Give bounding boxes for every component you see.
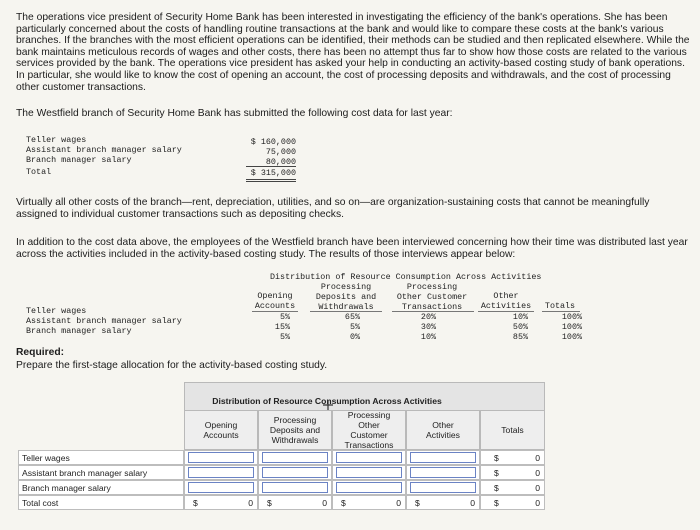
cost-data-lead: The Westfield branch of Security Home Bank has submitted the following cost data for last year: xyxy=(16,108,453,119)
dist-cell: 0% xyxy=(349,332,360,342)
interview-paragraph: In addition to the cost data above, the employees of the Westfield branch have been interviewed concerning how their time was distributed last year across the activities included in the activity-based costing study. The results of those interviews appear below: xyxy=(16,237,688,260)
answer-table-title: Distribution of Resource Consumption Across Activities xyxy=(212,396,442,406)
dist-cell: 100% xyxy=(561,312,582,322)
answer-row-label: Assistant branch manager salary xyxy=(18,465,184,480)
header-other: Processing Other Customer Transactions xyxy=(396,282,468,312)
header-activities: Other Activities xyxy=(480,291,532,311)
teller-other-input[interactable] xyxy=(336,452,402,463)
answer-row-label: Teller wages xyxy=(18,450,184,465)
cost-row-amount: $ 315,000 xyxy=(250,168,296,178)
dist-cell: 100% xyxy=(561,322,582,332)
cost-row-amount: 80,000 xyxy=(265,157,296,167)
teller-opening-input[interactable] xyxy=(188,452,254,463)
total-cost-other: $ 0 xyxy=(332,495,406,510)
cost-row-label: Assistant branch manager salary xyxy=(26,145,182,155)
answer-header-activities: Other Activities xyxy=(406,410,480,450)
header-deposits: Processing Deposits and Withdrawals xyxy=(315,282,377,312)
dist-cell: 100% xyxy=(561,332,582,342)
dist-cell: 5% xyxy=(349,322,360,332)
teller-activities-input[interactable] xyxy=(410,452,476,463)
total-mgr: $ 0 xyxy=(480,480,545,495)
asst-deposits-input[interactable] xyxy=(262,467,328,478)
dist-cell: 30% xyxy=(420,322,436,332)
answer-row-label: Branch manager salary xyxy=(18,480,184,495)
total-teller: $ 0 xyxy=(480,450,545,465)
dist-row-label: Teller wages xyxy=(26,306,87,316)
dist-cell: 15% xyxy=(274,322,290,332)
mgr-deposits-input[interactable] xyxy=(262,482,328,493)
answer-row-label: Total cost xyxy=(18,495,184,510)
dist-row-label: Branch manager salary xyxy=(26,326,132,336)
answer-header-other: Processing Other Customer Transactions xyxy=(332,410,406,450)
asst-activities-input[interactable] xyxy=(410,467,476,478)
dist-cell: 65% xyxy=(344,312,360,322)
answer-header-totals: Totals xyxy=(480,410,545,450)
total-cost-activities: $ 0 xyxy=(406,495,480,510)
required-text: Prepare the first-stage allocation for the activity-based costing study. xyxy=(16,360,328,371)
asst-other-input[interactable] xyxy=(336,467,402,478)
mgr-other-input[interactable] xyxy=(336,482,402,493)
dist-cell: 10% xyxy=(420,332,436,342)
asst-opening-input[interactable] xyxy=(188,467,254,478)
dist-cell: 85% xyxy=(512,332,528,342)
dist-cell: 50% xyxy=(512,322,528,332)
teller-deposits-input[interactable] xyxy=(262,452,328,463)
answer-header-opening: Opening Accounts xyxy=(184,410,258,450)
distribution-title: Distribution of Resource Consumption Across Activities xyxy=(270,272,542,282)
cost-row-label: Total xyxy=(26,167,52,177)
subtotal-rule xyxy=(246,166,296,167)
answer-header-deposits: Processing Deposits and Withdrawals xyxy=(258,410,332,450)
dist-cell: 10% xyxy=(512,312,528,322)
total-grand: $ 0 xyxy=(480,495,545,510)
dist-cell: 20% xyxy=(420,312,436,322)
cost-row-label: Teller wages xyxy=(26,135,87,145)
total-asst: $ 0 xyxy=(480,465,545,480)
cost-row-amount: $ 160,000 xyxy=(250,137,296,147)
header-opening: Opening Accounts xyxy=(254,291,296,311)
dist-row-label: Assistant branch manager salary xyxy=(26,316,182,326)
required-heading: Required: xyxy=(16,347,65,358)
org-sustaining-paragraph: Virtually all other costs of the branch—rent, depreciation, utilities, and so on—are organization-sustaining costs that cannot be meaningfully assigned to individual customer transactions such as depositing checks. xyxy=(16,197,650,220)
header-totals: Totals xyxy=(544,301,576,311)
mgr-opening-input[interactable] xyxy=(188,482,254,493)
dist-cell: 5% xyxy=(279,332,290,342)
total-cost-deposits: $ 0 xyxy=(258,495,332,510)
total-cost-opening: $ 0 xyxy=(184,495,258,510)
cost-row-label: Branch manager salary xyxy=(26,155,132,165)
total-double-rule xyxy=(246,179,296,182)
dist-cell: 5% xyxy=(279,312,290,322)
cost-row-amount: 75,000 xyxy=(265,147,296,157)
intro-paragraph: The operations vice president of Security Home Bank has been interested in investigating the efficiency of the bank's operations. She has been particularly concerned about the costs of handling routine transactions at the bank and would like to compare these costs at the bank's various branches. If the branches with the most efficient operations can be identified, their methods can be studied and then replicated elsewhere. While the bank maintains meticulous records of wages and other costs, there has been no attempt thus far to show how those costs are related to the various services provided by the bank. The operations vice president has asked your help in conducting an activity-based costing study of bank operations. In particular, she would like to know the cost of opening an account, the cost of processing deposits and withdrawals, and the cost of processing other customer transactions. xyxy=(16,12,690,93)
mgr-activities-input[interactable] xyxy=(410,482,476,493)
answer-table xyxy=(18,382,545,514)
